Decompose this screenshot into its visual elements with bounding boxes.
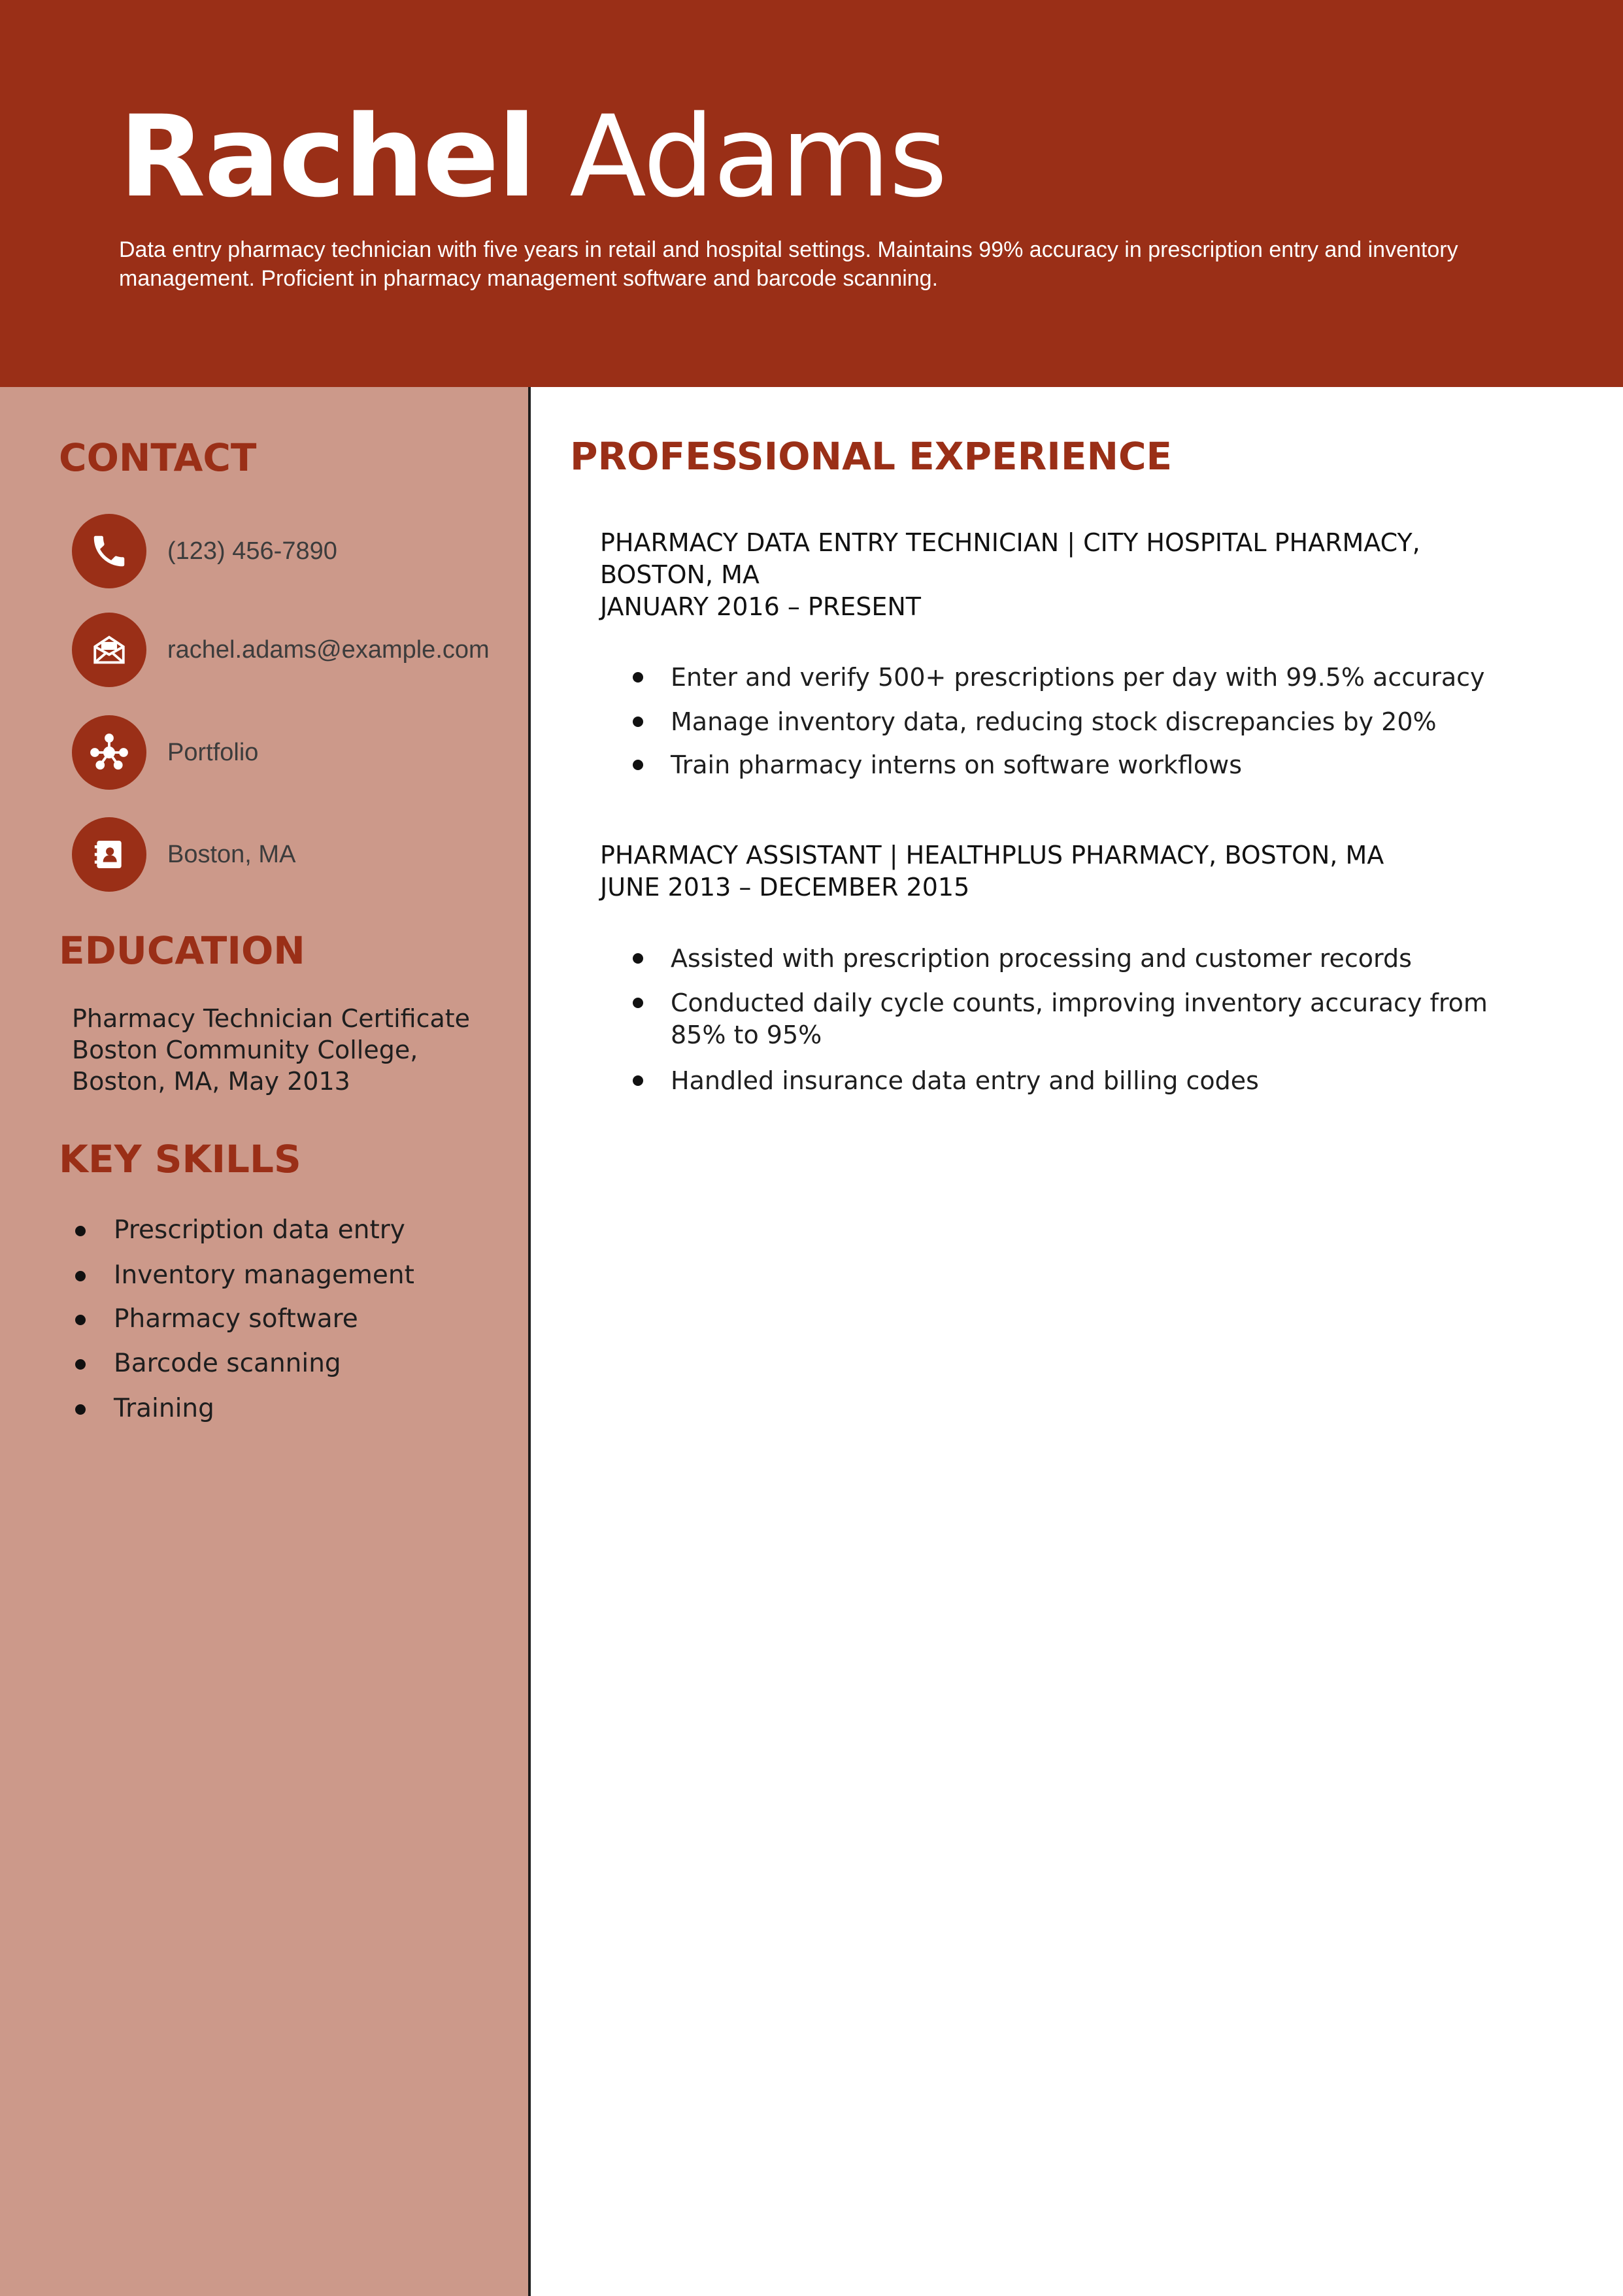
job-title: PHARMACY ASSISTANT | HEALTHPLUS PHARMACY, BOSTON, MA <box>600 841 1384 869</box>
skill-label: Prescription data entry <box>114 1215 405 1245</box>
skill-label: Training <box>114 1394 214 1423</box>
skills-heading: KEY SKILLS <box>59 1137 301 1181</box>
education-school: Boston Community College, <box>72 1036 418 1064</box>
profile-summary: Data entry pharmacy technician with five years in retail and hospital settings. Maintains 99% accuracy in prescription entry and inventory management. Proficient in pharmacy management software and barcode scanning. <box>119 237 1458 291</box>
job-duty: Train pharmacy interns on software workflows <box>671 751 1242 779</box>
last-name: Adams <box>569 91 946 222</box>
contact-portfolio <box>72 715 497 790</box>
location-text: Boston, MA <box>167 841 296 868</box>
first-name: Rachel <box>119 91 535 222</box>
address-book-icon <box>72 817 146 892</box>
job-duty: Handled insurance data entry and billing codes <box>671 1066 1259 1095</box>
experience-heading: PROFESSIONAL EXPERIENCE <box>570 434 1173 479</box>
job-duty: Enter and verify 500+ prescriptions per day with 99.5% accuracy <box>671 663 1485 692</box>
skill-label: Inventory management <box>114 1260 414 1290</box>
candidate-name <box>119 85 946 229</box>
portfolio-link[interactable]: Portfolio <box>167 739 259 766</box>
bullet-dot <box>633 998 643 1008</box>
job-duty: Manage inventory data, reducing stock discrepancies by 20% <box>671 707 1437 736</box>
contact-location <box>72 817 497 892</box>
contact-email <box>72 613 497 687</box>
bullet-dot <box>633 953 643 964</box>
bullet-dot <box>75 1271 86 1281</box>
bullet-dot <box>633 1075 643 1086</box>
job-dates: JUNE 2013 – DECEMBER 2015 <box>600 873 970 902</box>
bullet-dot <box>633 717 643 727</box>
skill-label: Barcode scanning <box>114 1349 341 1378</box>
envelope-icon <box>72 613 146 687</box>
bullet-dot <box>75 1226 86 1236</box>
job-duty: Conducted daily cycle counts, improving inventory accuracy from 85% to 95% <box>671 988 1488 1049</box>
education-heading: EDUCATION <box>59 928 305 973</box>
education-certificate: Pharmacy Technician Certificate <box>72 1004 471 1033</box>
bullet-dot <box>75 1404 86 1415</box>
job-title: PHARMACY DATA ENTRY TECHNICIAN | CITY HOSPITAL PHARMACY, <box>600 528 1420 557</box>
header-banner <box>0 0 1623 387</box>
bullet-dot <box>633 760 643 770</box>
job-duty: Assisted with prescription processing and customer records <box>671 944 1412 973</box>
skill-label: Pharmacy software <box>114 1304 358 1334</box>
job-dates: JANUARY 2016 – PRESENT <box>600 592 921 621</box>
phone-number: (123) 456-7890 <box>167 537 337 565</box>
sidebar <box>0 387 531 2296</box>
bullet-dot <box>633 672 643 683</box>
bullet-dot <box>75 1359 86 1370</box>
phone-icon <box>72 514 146 588</box>
network-icon <box>72 715 146 790</box>
bullet-dot <box>75 1315 86 1325</box>
education-date: Boston, MA, May 2013 <box>72 1067 350 1096</box>
contact-phone <box>72 514 497 588</box>
job-title-continued: BOSTON, MA <box>600 560 760 589</box>
email-link[interactable]: rachel.adams@example.com <box>167 636 490 664</box>
contact-heading: CONTACT <box>59 435 257 480</box>
